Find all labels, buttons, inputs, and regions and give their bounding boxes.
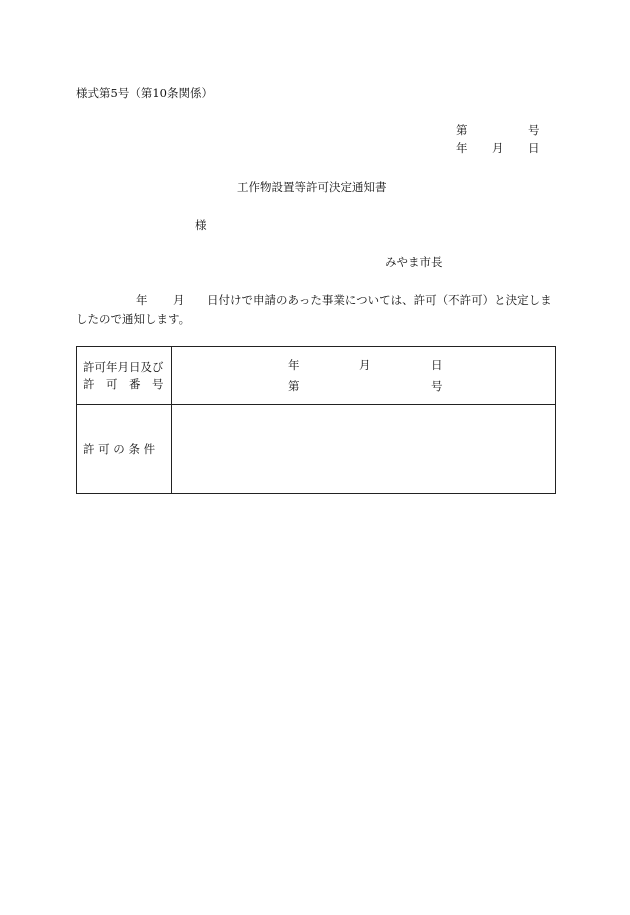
body-text-line1: 日付けで申請のあった事業については、許可（不許可）と決定しま [207,293,552,307]
permit-month-label: 月 [359,358,371,372]
body-month-label: 月 [173,293,185,307]
date-day-label: 日 [528,141,540,155]
form-number-label: 様式第5号（第10条関係） [76,86,213,100]
addressee-suffix: 様 [195,218,207,232]
permit-conditions-label: 許 可 の 条 件 [83,442,156,456]
document-number-prefix: 第 [456,123,468,137]
permit-conditions-cell [172,405,555,493]
permit-number-prefix: 第 [288,379,300,393]
body-year-label: 年 [136,293,148,307]
date-year-label: 年 [456,141,468,155]
issuer-name: みやま市長 [385,255,443,269]
document-number-suffix: 号 [528,123,540,137]
permit-number-label: 許 可 番 号 [83,377,164,391]
permit-number-suffix: 号 [431,379,443,393]
date-month-label: 月 [492,141,504,155]
permit-table [76,346,556,494]
permit-date-number-label: 許可年月日及び [83,360,164,374]
document-title: 工作物設置等許可決定通知書 [237,180,387,194]
body-text-line2: したので通知します。 [76,312,191,326]
permit-day-label: 日 [431,358,443,372]
permit-year-label: 年 [288,358,300,372]
